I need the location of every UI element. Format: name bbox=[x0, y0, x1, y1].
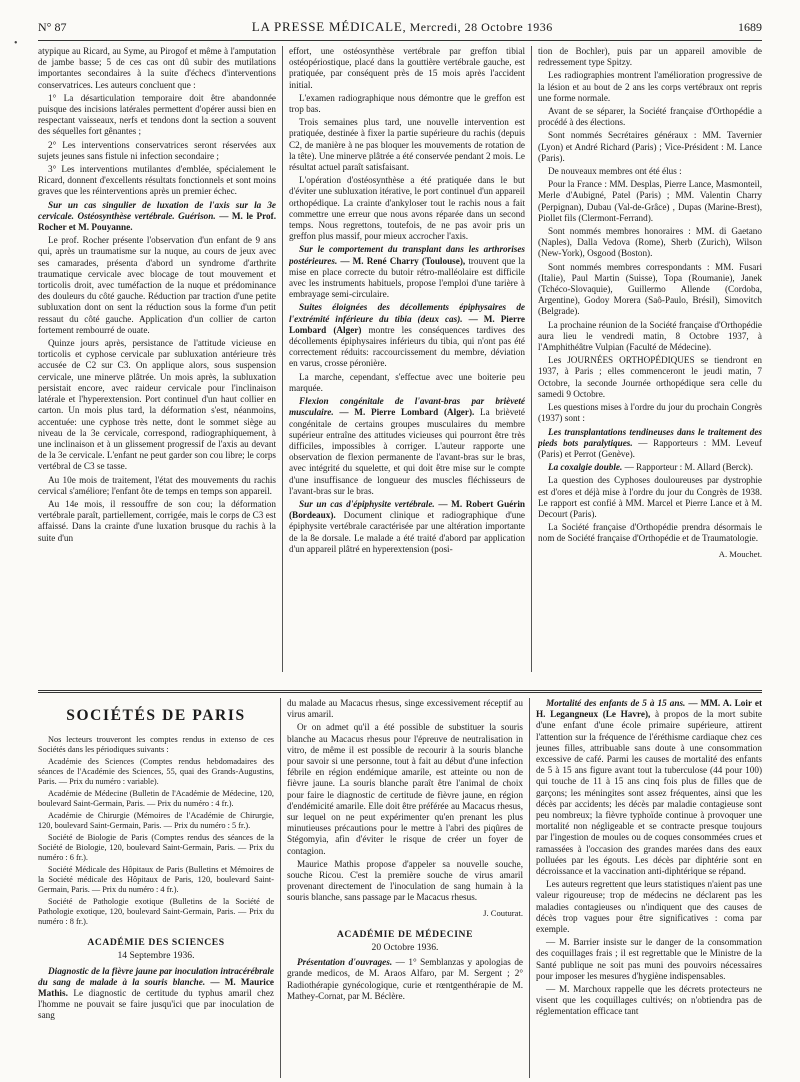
paragraph: L'opération d'ostéosynthèse a été pratiquée dans le but d'éviter une subluxation itérative, le port continuel d'un appareil orthopédique. La crainte d'ankyloser tout le rachis nous a fait commettre une erreur que nous avons réparée dans un second temps. Nous regrettons, toutefois, de ne pas avoir pris un greffon plus massif, pour mieux accrocher l'axis. bbox=[289, 175, 525, 242]
signature: A. Mouchet. bbox=[718, 548, 762, 559]
academy-heading: ACADÉMIE DE MÉDECINE bbox=[336, 928, 474, 940]
header-rule bbox=[38, 40, 762, 41]
masthead: LA PRESSE MÉDICALE, Mercredi, 28 Octobre 1936 bbox=[251, 19, 553, 34]
paragraph: effort, une ostéosynthèse vertébrale par greffon tibial ostéopériostique, placé dans la gouttière vertébrale gauche, est pratiquée, par conséquent près de 15 mois après l'accident initial. bbox=[289, 46, 525, 90]
paragraph: Quinze jours après, persistance de l'attitude vicieuse en torticolis et cyphose cervicale par subluxation antérieure très accusée de C2 sur C3. On applique alors, sous suspension cervicale, une minerve plâtrée. Un mois après, la subluxation persistait encore, avec raideur cervicale pour l'inclinaison latérale et l'hyperextension. Port continuel d'un haut collier en carton. Un mois plus tard, la déformation s'est, néanmoins, accentuée: une cyphose très nette, dont le sommet siège au niveau de la 3e cervicale, correspond, radiographiquement, à une inclinaison et à un glissement progressif de l'axis au devant de la 3e cervicale. L'enfant ne peut garder son cou libre; le corps vertébral de C3 se tasse. bbox=[38, 338, 276, 472]
margin-mark: • bbox=[14, 38, 18, 49]
paragraph: Avant de se séparer, la Société française d'Orthopédie a procédé à des élections. bbox=[538, 106, 762, 128]
session-date: 20 Octobre 1936. bbox=[371, 942, 439, 954]
bottom-column-2 bbox=[287, 698, 523, 1078]
paragraph: Maurice Mathis propose d'appeler sa nouvelle souche, souche Ricou. C'est la première souche de virus amaril provenant directement de l'inoculation de sang humain à la souris blanche, sans passage par le Macacus rhesus. bbox=[287, 858, 523, 903]
notice: Nos lecteurs trouveront les comptes rendus in extenso de ces Sociétés dans les périodiques suivants : bbox=[38, 735, 274, 755]
agenda-item: Les transplantations tendineuses dans le traitement des pieds bots paralytiques. — Rapporteurs : MM. Leveuf (Paris) et Perrot (Genève). bbox=[538, 426, 762, 459]
signature: J. Couturat. bbox=[483, 907, 523, 918]
paragraph: atypique au Ricard, au Syme, au Pirogof et même à l'amputation de jambe basse; 5 de ces cas ont dû subir des mutilations importantes secondaires à la suite d'échecs d'interventions conservatrices. Les auteurs concluent que : bbox=[38, 46, 276, 90]
paragraph: 3° Les interventions mutilantes d'emblée, spécialement le Ricard, donnent d'excellents résultats fonctionnels et sont moins graves que les réinterventions après un premier échec. bbox=[38, 164, 276, 197]
paragraph: Or on admet qu'il a été possible de substituer la souris blanche au Macacus rhesus pour l'épreuve de neutralisation in vitro, de même il est possible de recourir à la souris blanche pour savoir si une personne, tout à fait au début d'une infection fébrile en région endémique amarile, est atteinte ou non de fièvre jaune. La souris blanche paraît être l'animal de choix pour faire le diagnostic de certitude de fièvre jaune, en région d'endémicité amarile. Elle doit être préférée au Macacus rhesus, sur lequel on ne peut expérimenter qu'en prenant les plus minutieuses précautions pour le mettre à l'abri des piqûres de Stégomyia, afin d'éviter le risque de créer un foyer de contagion. bbox=[287, 722, 523, 856]
paragraph: La Société française d'Orthopédie prendra désormais le nom de Société française d'Orthopédie et de Traumatologie. bbox=[538, 522, 762, 544]
paragraph: — M. Marchoux rappelle que les décrets protecteurs ne visent que les coquillages cultivés; on n'obtiendra pas de réglementation efficace tant bbox=[536, 984, 762, 1017]
section-divider bbox=[38, 690, 762, 693]
paragraph: La prochaine réunion de la Société française d'Orthopédie aura lieu le vendredi matin, 8 Octobre 1937, à l'Amphithéâtre Vulpian (Faculté de Médecine). bbox=[538, 319, 762, 353]
article-heading: Suites éloignées des décollements épiphysaires de l'extrémité inférieure du tibia (deux cas). — M. Pierre Lombard (Alger) montre les conséquences tardives des décollements épiphysaires inférieurs du tibia, qui n'ont pas été correctement réduits: raccourcissement du membre, déviation en varus, crosse péronière. bbox=[289, 302, 525, 369]
paragraph: Les radiographies montrent l'amélioration progressive de la lésion et au bout de 2 ans les corps vertébraux ont repris une forme normale. bbox=[538, 70, 762, 103]
article-heading: Présentation d'ouvrages. — 1° Semblanzas y apologias de grande medicos, de M. Araos Alfaro, par M. Sergent ; 2° Radiothérapie gynécologique, curie et rœntgenthérapie de M. Mathey-Cornat, par M. Béclère. bbox=[287, 957, 523, 1001]
paragraph: Le prof. Rocher présente l'observation d'un enfant de 9 ans qui, après un traumatisme sur la nuque, au cours de jeux avec ses camarades, présenta d'abord un syndrome d'arthrite traumatique cervicale avec blocage de tout mouvement et torticolis droit, avec tuméfaction de la nuque et prédominance des douleurs du côté gauche. Réduction par traction d'une petite subluxation dont on sent la réduction sous la forme d'un petit ressaut du côté gauche. Application d'un collier de carton fortement rembourré de ouate. bbox=[38, 235, 276, 335]
paragraph: Pour la France : MM. Desplas, Pierre Lance, Masmonteil, Merle d'Aubigné, Patel (Paris) ; MM. Valentin Charry (Perpignan), Dubau (Val-de-Grâce) , Dupas (Marine-Brest), Piollet fils (Clermont-Ferrand). bbox=[538, 179, 762, 223]
issue-number: N° 87 bbox=[38, 19, 67, 34]
section-title: SOCIÉTÉS DE PARIS bbox=[66, 707, 246, 724]
paragraph: Au 14e mois, il ressouffre de son cou; la déformation vertébrale paraît, partiellement, corrigée, mais le corps de C3 est affaissé. Dans la crainte d'une luxation brusque du rachis à la suite d'un bbox=[38, 498, 276, 543]
top-column-2 bbox=[289, 46, 525, 672]
academy-heading: ACADÉMIE DES SCIENCES bbox=[87, 937, 225, 949]
article-heading: Diagnostic de la fièvre jaune par inoculation intracérébrale du sang de malade à la souris blanche. — M. Maurice Mathis. Le diagnostic de certitude du typhus amaril chez l'homme ne pouvait se faire jusqu'ici que par inoculation de sang bbox=[38, 965, 274, 1021]
paragraph: tion de Bochler), puis par un appareil amovible de redressement type Spitzy. bbox=[538, 46, 762, 68]
paragraph: La marche, cependant, s'effectue avec une boiterie peu marquée. bbox=[289, 371, 525, 393]
issue-date: Mercredi, 28 Octobre 1936 bbox=[409, 20, 553, 34]
periodical-entry: Société Médicale des Hôpitaux de Paris (Bulletins et Mémoires de la Société médicale des Hôpitaux de Paris, 120, boulevard Saint-Germain, Paris. — Prix du numéro : 4 fr.). bbox=[38, 865, 274, 895]
periodical-entry: Société de Biologie de Paris (Comptes rendus des séances de la Société de Biologie, 120, boulevard Saint-Germain, Paris. — Prix du numéro : 6 fr.). bbox=[38, 833, 274, 863]
article-heading: Sur un cas d'épiphysite vertébrale. — M. Robert Guérin (Bordeaux). Document clinique et radiographique d'une épiphysite vertébrale caractérisée par une altération importante de la 8e dorsale. Le malade a été traité d'abord par application d'un appareil plâtré en hyperextension (posi- bbox=[289, 498, 525, 554]
paragraph: 1° La désarticulation temporaire doit être abandonnée puisque des incisions latérales permettent d'opérer aussi bien en respectant vaisseaux, nerfs et tendons dont la section a souvent des séquelles fort gênantes ; bbox=[38, 92, 276, 137]
paragraph: du malade au Macacus rhesus, singe excessivement réceptif au virus amaril. bbox=[287, 698, 523, 720]
paragraph: Sont nommés membres correspondants : MM. Fusari (Italie), Paul Martin (Suisse), Topa (Roumanie), Janek (Tchéco-Slovaquie), Guillermo Allende (Cordoba, Argentine), Godoy Morera (Saô-Paulo, Brésil), Simovitch (Belgrade). bbox=[538, 261, 762, 317]
paragraph: De nouveaux membres ont été élus : bbox=[548, 166, 682, 177]
paragraph: Sont nommés Secrétaires généraux : MM. Tavernier (Lyon) et André Richard (Paris) ; Vice-Président : M. Lance (Paris). bbox=[538, 130, 762, 163]
periodical-entry: Académie de Médecine (Bulletin de l'Académie de Médecine, 120, boulevard Saint-Germain, Paris. — Prix du numéro : 4 fr.). bbox=[38, 789, 274, 809]
article-heading: Sur le comportement du transplant dans les arthrorises postérieures. — M. René Charry (Toulouse), trouvent que la mise en place correcte du butoir rétro-malléolaire est difficile avec les instruments habituels, propose l'emploi d'une tarière à embrayage semi-circulaire. bbox=[289, 244, 525, 300]
bottom-column-3 bbox=[536, 698, 762, 1078]
article-heading: Sur un cas singulier de luxation de l'axis sur la 3e cervicale. Ostéosynthèse vertébrale. Guérison. — M. le Prof. Rocher et M. Pouyanne. bbox=[38, 199, 276, 233]
bottom-column-1 bbox=[38, 698, 274, 1078]
paragraph: 2° Les interventions conservatrices seront réservées aux sujets jeunes sans fistule ni infection secondaire ; bbox=[38, 139, 276, 161]
page-header bbox=[38, 16, 762, 38]
periodical-entry: Académie de Chirurgie (Mémoires de l'Académie de Chirurgie, 120, boulevard Saint-Germain, Paris. — Prix du numéro : 5 fr.). bbox=[38, 811, 274, 831]
periodical-entry: Société de Pathologie exotique (Bulletins de la Société de Pathologie exotique, 120, boulevard Saint-Germain, Paris. — Prix du numéro : 8 fr.). bbox=[38, 897, 274, 927]
article-heading: Mortalité des enfants de 5 à 15 ans. — MM. A. Loir et H. Legangneux (Le Havre), à propos de la mort subite d'une enfant d'une école primaire supérieure, attirent l'attention sur la fréquence de l'éréthisme cardiaque chez ces jeunes filles, attribuable sans doute à une consommation excessive de café. Parmi les causes de mortalité des enfants de 5 à 15 ans figure avant tout la tuberculose (44 pour 100) qui touche de 11 à 15 ans cinq fois plus de filles que de garçons; les méningites sont assez fréquentes, ainsi que les décès par accidents; les décès par maladie contagieuse sont peu nombreux; la fièvre typhoïde continue à provoquer une mortalité non négligeable et se contracte presque toujours par l'ingestion de moules ou de coques consommées crues et ramassées à l'occasion des grandes marées dans des eaux polluées par les égouts. Les décès par diphtérie sont en décroissance et la vaccination anti-diphtérique se répand. bbox=[536, 698, 762, 877]
top-column-3 bbox=[538, 46, 762, 686]
paragraph: — M. Barrier insiste sur le danger de la consommation des coquillages frais ; il est regrettable que le Ministre de la Santé publique ne soit pas muni des pouvoirs nécessaires pour imposer les mesures d'hygiène indispensables. bbox=[536, 937, 762, 981]
paragraph: L'examen radiographique nous démontre que le greffon est trop bas. bbox=[289, 92, 525, 115]
column-divider bbox=[529, 698, 530, 1078]
journal-title: LA PRESSE MÉDICALE bbox=[251, 19, 403, 34]
paragraph: Les auteurs regrettent que leurs statistiques n'aient pas une valeur rigoureuse; trop de médecins ne déclarent pas les maladies contagieuses ou n'indiquent que des causes de décès trop vagues pour être significatives : coma par exemple. bbox=[536, 879, 762, 935]
article-heading: Flexion congénitale de l'avant-bras par brièveté musculaire. — M. Pierre Lombard (Alger). La brièveté congénitale de certains groupes musculaires du membre supérieur entraîne des attitudes vicieuses qui pourront être très difficiles, impossibles à corriger. L'auteur rapporte une observation de flexion permanente de l'avant-bras sur le bras, avec intégrité du squelette, et qui doit être mise sur le compte d'une insuffisance de longueur des muscles fléchisseurs de l'avant-bras sur le bras. bbox=[289, 396, 525, 496]
page-number: 1689 bbox=[737, 19, 762, 34]
paragraph: Au 10e mois de traitement, l'état des mouvements du rachis cervical s'améliore; l'enfant ôte de temps en temps son appareil. bbox=[38, 474, 276, 496]
column-divider bbox=[531, 46, 532, 672]
paragraph: Sont nommés membres honoraires : MM. di Gaetano (Naples), Dalla Vedova (Rome), Sherb (Zurich), Wilson (New-York), Osgood (Boston). bbox=[538, 226, 762, 259]
column-divider bbox=[282, 46, 283, 672]
periodical-entry: Académie des Sciences (Comptes rendus hebdomadaires des séances de l'Académie des Sciences, 55, quai des Grands-Augustins, Paris. — Prix du numéro : variable). bbox=[38, 757, 274, 787]
paragraph: Trois semaines plus tard, une nouvelle intervention est pratiquée, destinée à fixer la partie supérieure du rachis (depuis C2, de manière à ne pas bloquer les mouvements de rotation de la tête). Une minerve plâtrée a été conservée pendant 2 mois. Le résultat actuel paraît satisfaisant. bbox=[289, 117, 525, 173]
paragraph: Les JOURNÉES ORTHOPÉDIQUES se tiendront en 1937, à Paris ; elles commenceront le jeudi matin, 7 Octobre, la seconde Journée orthopédique sera celle du samedi 9 Octobre. bbox=[538, 355, 762, 399]
session-date: 14 Septembre 1936. bbox=[117, 950, 195, 962]
paragraph: Les questions mises à l'ordre du jour du prochain Congrès (1937) sont : bbox=[538, 402, 762, 424]
top-column-1 bbox=[38, 46, 276, 672]
paragraph: La question des Cyphoses douloureuses par dystrophie est d'ores et déjà mise à l'ordre du jour du Congrès de 1938. Le rapport est confié à MM. Marcel et Pierre Lance et à M. Decourt (Paris). bbox=[538, 475, 762, 519]
agenda-item: La coxalgie double. — Rapporteur : M. Allard (Berck). bbox=[548, 462, 753, 473]
column-divider bbox=[280, 698, 281, 1078]
